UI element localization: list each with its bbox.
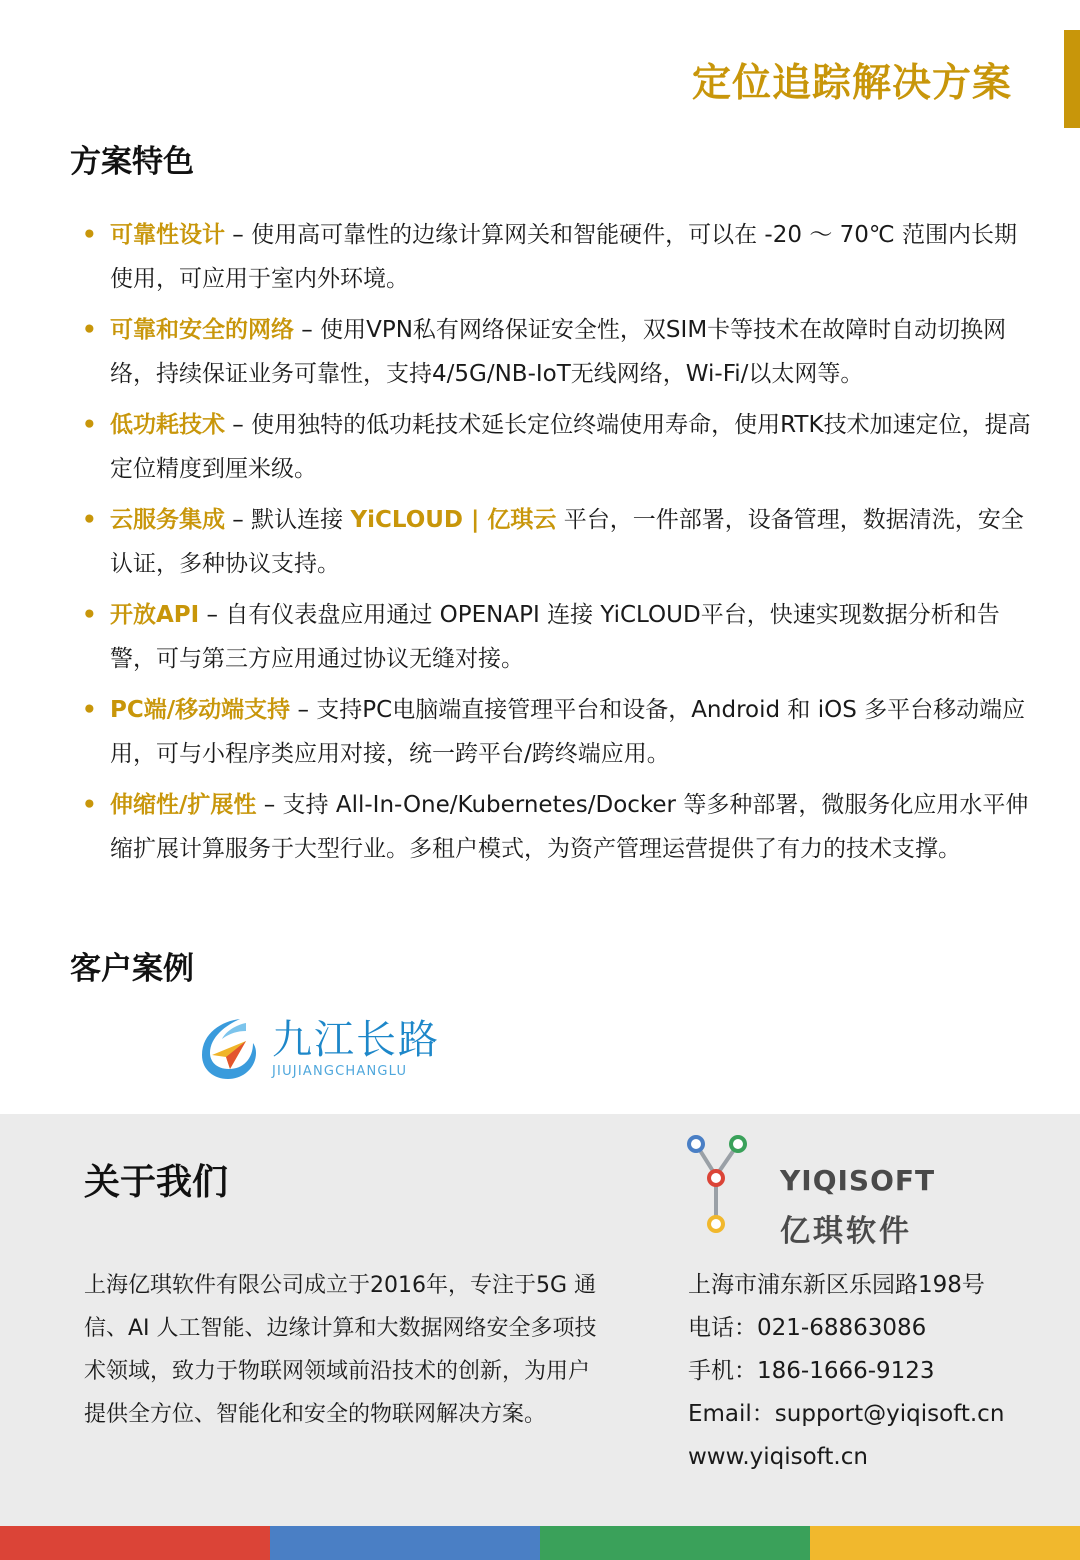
strip-segment-yellow <box>810 1526 1080 1560</box>
feature-separator: – <box>290 697 317 723</box>
bullet-icon: • <box>82 317 97 343</box>
feature-text-before: 默认连接 <box>251 507 351 533</box>
bullet-icon: • <box>82 792 97 818</box>
feature-item <box>82 403 1032 491</box>
feature-item <box>82 498 1032 586</box>
bullet-icon: • <box>82 412 97 438</box>
feature-text: 支持 All-In-One/Kubernetes/Docker 等多种部署，微服务化应用水平伸缩扩展计算服务于大型行业。多租户模式，为资产管理运营提供了有力的技术支撑。 <box>110 792 1029 862</box>
blue-swirl-arrow-icon <box>196 1015 260 1081</box>
feature-text: 使用VPN私有网络保证安全性，双SIM卡等技术在故障时自动切换网络，持续保证业务可靠性，支持4/5G/NB-IoT无线网络，Wi-Fi/以太网等。 <box>110 317 1007 387</box>
feature-separator: – <box>199 602 226 628</box>
client-name-en: JIUJIANGCHANGLU <box>272 1063 408 1079</box>
feature-text: 使用独特的低功耗技术延长定位终端使用寿命，使用RTK技术加速定位，提高定位精度到厘米级。 <box>110 412 1031 482</box>
bullet-icon: • <box>82 602 97 628</box>
feature-separator: – <box>256 792 283 818</box>
feature-item <box>82 593 1032 681</box>
bullet-icon: • <box>82 697 97 723</box>
about-description: 上海亿琪软件有限公司成立于2016年，专注于5G 通信、AI 人工智能、边缘计算和大数据网络安全多项技术领域，致力于物联网领域前沿技术的创新，为用户提供全方位、智能化和安全的物联网解决方案。 <box>84 1273 597 1427</box>
feature-item <box>82 308 1032 396</box>
feature-text: 自有仪表盘应用通过 OPENAPI 连接 YiCLOUD平台，快速实现数据分析和告警，可与第三方应用通过协议无缝对接。 <box>110 602 1000 672</box>
feature-separator: – <box>294 317 321 343</box>
feature-item <box>82 688 1032 776</box>
contact-website[interactable]: www.yiqisoft.cn <box>688 1444 868 1470</box>
contact-email[interactable]: Email：support@yiqisoft.cn <box>688 1401 1005 1427</box>
company-name-cn: 亿琪软件 <box>780 1214 912 1249</box>
footer-color-strip <box>0 1526 1080 1560</box>
feature-title: 低功耗技术 <box>110 412 225 438</box>
strip-segment-blue <box>270 1526 540 1560</box>
document-title: 定位追踪解决方案 <box>691 61 1012 106</box>
feature-text: 支持PC电脑端直接管理平台和设备，Android 和 iOS 多平台移动端应用，可与小程序类应用对接，统一跨平台/跨终端应用。 <box>110 697 1026 767</box>
feature-separator: – <box>225 222 252 248</box>
yicloud-brand-highlight: YiCLOUD | 亿琪云 <box>350 507 557 533</box>
feature-title: 开放API <box>110 602 200 628</box>
feature-text: 使用高可靠性的边缘计算网关和智能硬件，可以在 -20 ～ 70℃ 范围内长期使用，可应用于室内外环境。 <box>110 222 1018 292</box>
bullet-icon: • <box>82 507 97 533</box>
cases-heading: 客户案例 <box>70 951 194 987</box>
feature-item <box>82 783 1032 871</box>
y-node-graph-icon <box>682 1134 752 1238</box>
contact-mobile: 手机：186-1666-9123 <box>688 1358 935 1384</box>
features-heading: 方案特色 <box>70 144 194 180</box>
feature-title: 可靠性设计 <box>110 222 225 248</box>
contact-list <box>688 1264 1004 1479</box>
yiqisoft-logo <box>682 1134 942 1249</box>
features-list <box>82 213 1032 878</box>
contact-address: 上海市浦东新区乐园路198号 <box>688 1272 985 1298</box>
strip-segment-red <box>0 1526 270 1560</box>
feature-title: 伸缩性/扩展性 <box>110 792 257 818</box>
feature-separator: – <box>225 412 252 438</box>
feature-title: 可靠和安全的网络 <box>110 317 294 343</box>
feature-title: 云服务集成 <box>110 507 225 533</box>
bullet-icon: • <box>82 222 97 248</box>
about-section <box>0 1114 1080 1526</box>
feature-separator: – <box>225 507 252 533</box>
client-name-cn: 九江长路 <box>272 1016 440 1063</box>
about-heading: 关于我们 <box>84 1162 229 1203</box>
corner-accent-bar <box>1064 30 1080 128</box>
feature-text: 平台，一件部署，设备管理，数据清洗，安全认证，多种协议支持。 <box>110 507 1024 577</box>
contact-phone: 电话：021-68863086 <box>688 1315 927 1341</box>
company-name-en: YIQISOFT <box>780 1164 936 1197</box>
client-logo-jiujiangchanglu <box>196 1010 466 1086</box>
feature-title: PC端/移动端支持 <box>110 697 291 723</box>
strip-segment-green <box>540 1526 810 1560</box>
feature-item <box>82 213 1032 301</box>
